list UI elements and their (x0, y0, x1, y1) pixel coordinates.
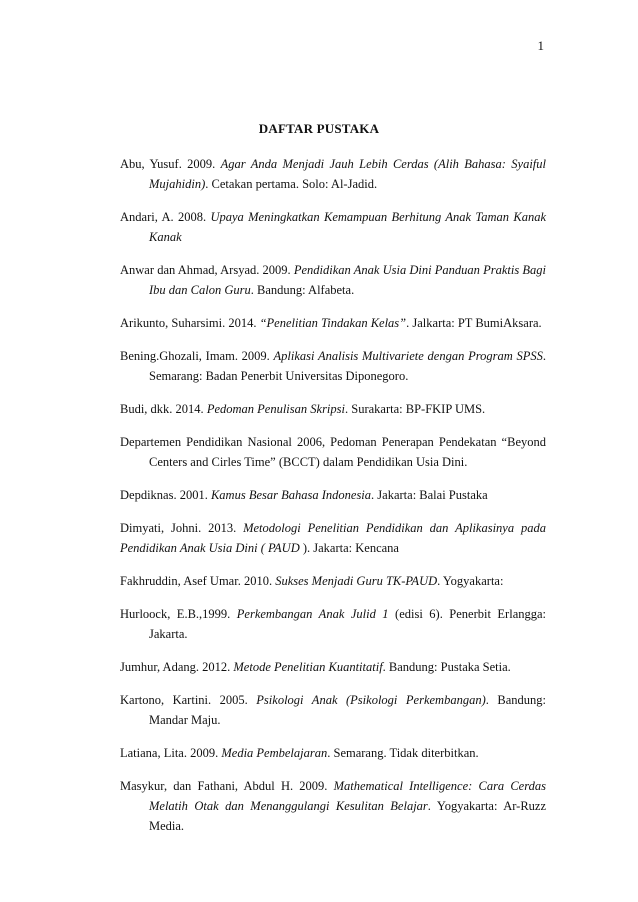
reference-entry (120, 518, 546, 558)
reference-title: Perkembangan Anak Julid 1 (236, 607, 389, 621)
reference-entry (120, 154, 546, 194)
page-number: 1 (537, 38, 544, 53)
reference-title: Media Pembelajaran (221, 746, 328, 760)
reference-entry (120, 571, 546, 591)
reference-author-year: Departemen Pendidikan Nasional 2006, Pedoman Penerapan Pendekatan “Beyond Centers and Cirles Time” (BCCT) dalam Pendidikan Usia Dini. (120, 435, 546, 469)
reference-author-year: Hurloock, E.B.,1999. (120, 607, 237, 621)
reference-title: Pedoman Penulisan Skripsi (206, 402, 345, 416)
reference-title: “Penelitian Tindakan Kelas” (259, 316, 407, 330)
reference-entry (120, 432, 546, 472)
reference-publisher: . Surakarta: BP-FKIP UMS. (345, 402, 486, 416)
reference-entry (120, 313, 546, 333)
reference-author-year: Andari, A. 2008. (120, 210, 211, 224)
reference-author-year: Masykur, dan Fathani, Abdul H. 2009. (120, 779, 334, 793)
reference-publisher: . Cetakan pertama. Solo: Al-Jadid. (205, 177, 378, 191)
reference-author-year: Dimyati, Johni. 2013. (120, 521, 244, 535)
reference-entry (120, 604, 546, 644)
reference-author-year: Jumhur, Adang. 2012. (120, 660, 234, 674)
reference-title: Metode Penelitian Kuantitatif (233, 660, 383, 674)
reference-author-year: Depdiknas. 2001. (120, 488, 211, 502)
reference-title: Sukses Menjadi Guru TK-PAUD (275, 574, 438, 588)
reference-publisher: . Jakarta: Balai Pustaka (371, 488, 488, 502)
reference-publisher: . Bandung: Mandar Maju. (149, 693, 547, 727)
reference-list (120, 154, 546, 849)
reference-author-year: Bening.Ghozali, Imam. 2009. (120, 349, 274, 363)
reference-publisher: (edisi 6). Penerbit Erlangga: Jakarta. (149, 607, 547, 641)
reference-author-year: Budi, dkk. 2014. (120, 402, 207, 416)
reference-author-year: Abu, Yusuf. 2009. (120, 157, 221, 171)
reference-publisher: . Semarang: Badan Penerbit Universitas Diponegoro. (149, 349, 546, 383)
reference-publisher: . Yogyakarta: Ar-Ruzz Media. (149, 799, 546, 833)
reference-publisher: . Jalkarta: PT BumiAksara. (406, 316, 542, 330)
reference-title: Pendidikan Anak Usia Dini Panduan Praktis Bagi Ibu dan Calon Guru (149, 263, 546, 297)
reference-entry (120, 346, 546, 386)
page-title: DAFTAR PUSTAKA (258, 121, 380, 136)
reference-author-year: Arikunto, Suharsimi. 2014. (120, 316, 260, 330)
reference-title: Mathematical Intelligence: Cara Cerdas Melatih Otak dan Menanggulangi Kesulitan Belajar (149, 779, 546, 813)
reference-entry (120, 776, 546, 836)
reference-entry (120, 690, 546, 730)
reference-author-year: Latiana, Lita. 2009. (120, 746, 222, 760)
reference-entry (120, 743, 546, 763)
reference-publisher: . Bandung: Pustaka Setia. (382, 660, 511, 674)
reference-publisher: . Semarang. Tidak diterbitkan. (327, 746, 479, 760)
reference-author-year: Anwar dan Ahmad, Arsyad. 2009. (120, 263, 294, 277)
reference-publisher: . Yogyakarta: (437, 574, 504, 588)
reference-entry (120, 207, 546, 247)
reference-title: Upaya Meningkatkan Kemampuan Berhitung Anak Taman Kanak Kanak (149, 210, 546, 244)
reference-publisher: . Bandung: Alfabeta. (250, 283, 355, 297)
reference-entry (120, 657, 546, 677)
reference-entry (120, 399, 546, 419)
reference-publisher: ). Jakarta: Kencana (299, 541, 399, 555)
reference-title: Metodologi Penelitian Pendidikan dan Aplikasinya pada Pendidikan Anak Usia Dini ( PAUD (120, 521, 546, 555)
reference-author-year: Kartono, Kartini. 2005. (120, 693, 257, 707)
reference-title: Kamus Besar Bahasa Indonesia (210, 488, 372, 502)
reference-entry (120, 485, 546, 505)
reference-author-year: Fakhruddin, Asef Umar. 2010. (120, 574, 276, 588)
reference-entry (120, 260, 546, 300)
reference-title: Aplikasi Analisis Multivariete dengan Program SPSS (273, 349, 543, 363)
reference-title: Psikologi Anak (Psikologi Perkembangan) (256, 693, 486, 707)
reference-title: Agar Anda Menjadi Jauh Lebih Cerdas (Alih Bahasa: Syaiful Mujahidin) (149, 157, 546, 191)
